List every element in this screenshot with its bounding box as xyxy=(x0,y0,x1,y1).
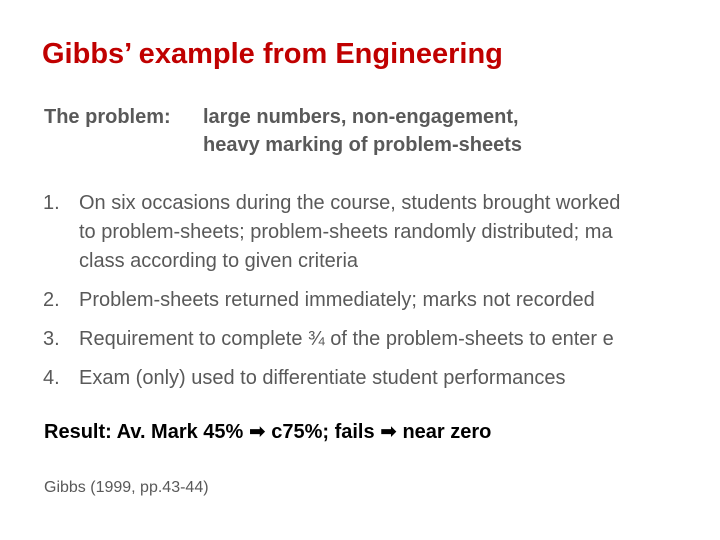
problem-line-1: large numbers, non-engagement, xyxy=(203,106,519,128)
problem-label: The problem: xyxy=(44,106,171,128)
problem-line-2: heavy marking of problem-sheets xyxy=(203,134,522,156)
step-text xyxy=(79,364,720,393)
step-text xyxy=(79,286,720,315)
result-statement: Result: Av. Mark 45% ➡ c75%; fails ➡ near zero xyxy=(44,421,492,443)
step-number: 3. xyxy=(43,328,60,350)
problem-row-2 xyxy=(44,131,522,159)
step-text xyxy=(79,189,720,276)
steps-list xyxy=(43,189,720,393)
step-line: class according to given criteria xyxy=(79,250,359,272)
step-line: to problem-sheets; problem-sheets randomly distributed; ma xyxy=(79,221,613,243)
step-line: Problem-sheets returned immediately; marks not recorded xyxy=(79,289,595,311)
step-item-1 xyxy=(43,189,720,276)
step-text xyxy=(79,325,720,354)
step-line: Requirement to complete ¾ of the problem-sheets to enter e xyxy=(79,328,614,350)
problem-row-1 xyxy=(44,103,522,131)
step-item-4 xyxy=(43,364,720,393)
slide-title: Gibbs’ example from Engineering xyxy=(42,38,503,70)
step-item-3 xyxy=(43,325,720,354)
step-item-2 xyxy=(43,286,720,315)
problem-statement xyxy=(44,103,522,159)
step-line: On six occasions during the course, students brought worked xyxy=(79,192,621,214)
step-number: 1. xyxy=(43,192,60,214)
step-line: Exam (only) used to differentiate student performances xyxy=(79,367,566,389)
citation: Gibbs (1999, pp.43-44) xyxy=(44,479,209,496)
step-number: 2. xyxy=(43,289,60,311)
problem-label-spacer xyxy=(44,131,203,159)
step-number: 4. xyxy=(43,367,60,389)
